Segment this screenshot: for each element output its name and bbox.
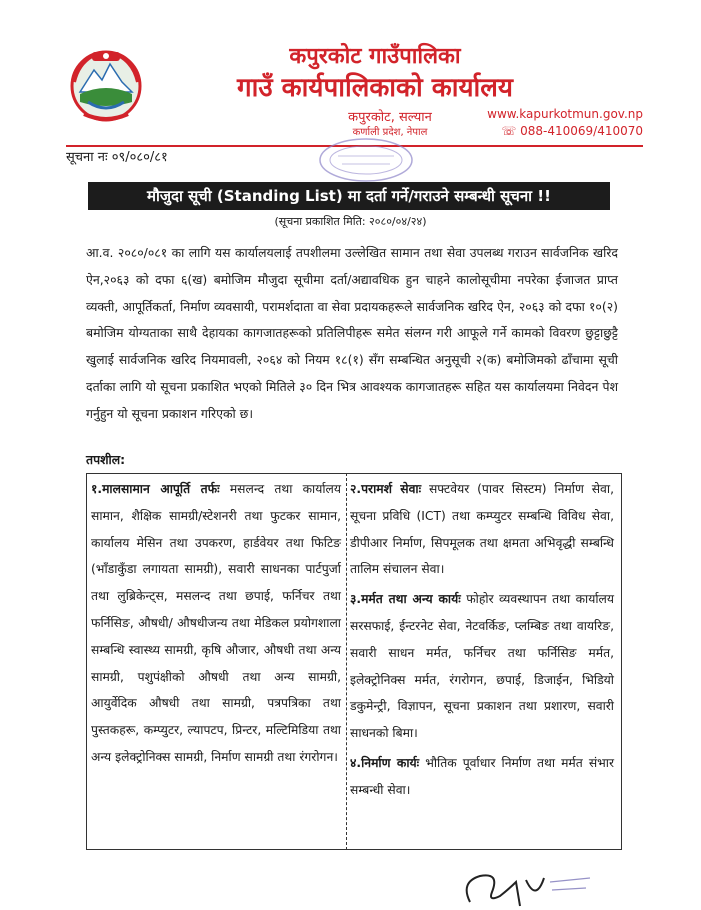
- notice-body: आ.व. २०८०/०८१ का लागि यस कार्यालयलाई तपशीलमा उल्लेखित सामान तथा सेवा उपलब्ध गराउन सार्वजनिक खरिद ऐन,२०६३ को दफा ६(ख) बमोजिम मौजुदा सूचीमा दर्ता/अद्यावधिक हुन चाहने कालोसूचीमा नपरेका ईजाजत प्राप्त व्यक्ती, आपूर्तिकर्ता, निर्माण व्यवसायी, परामर्शदाता वा सेवा प्रदायकहरूले सार्वजनिक खरिद ऐन, २०६३ को दफा १०(२) बमोजिम योग्यताका साथै देहायका कागजातहरूको प्रतिलिपीहरू समेत संलग्न गरी आफूले गर्ने कामको विवरण छुट्टाछुट्टै खुलाई सार्वजनिक खरिद नियमावली, २०६४ को नियम १८(१) सँग सम्बन्धित अनुसूची २(क) बमोजिमको ढाँचामा सूची दर्ताका लागि यो सूचना प्रकाशित भएको मितिले ३० दिन भित्र आवश्यक कागजातहरू सहित यस कार्यालयमा निवेदन पेश गर्नुहुन यो सूचना प्रकाशन गरिएको छ।: [86, 245, 618, 421]
- phone-number: ☏ 088-410069/410070: [501, 124, 643, 138]
- column-divider: [346, 473, 347, 850]
- category-text: मसलन्द तथा कार्यालय सामान, शैक्षिक सामग्री/स्टेशनरी तथा फुटकर सामान, कार्यालय मेसिन तथा उपकरण, हार्डवेयर तथा फिटिङ (भाँडाकुँडा लगायता सामग्री), सवारी साधनका पार्टपुर्जा तथा लुब्रिकेन्ट्स, मसलन्द तथा छपाई, फर्निचर तथा फर्निसिङ, औषधी/ औषधीजन्य तथा मेडिकल प्रयोगशाला सम्बन्धि स्वास्थ्य सामग्री, कृषि औजार, औषधी तथा अन्य सामग्री, पशुपंक्षीको औषधी तथा अन्य सामग्री, आयुर्वेदिक औषधी तथा सामग्री, पत्रपत्रिका तथा पुस्तकहरू, कम्प्युटर, ल्यापटप, प्रिन्टर, मल्टिमिडिया तथा अन्य इलेक्ट्रोनिक्स सामग्री, निर्माण सामग्री तथा रंगरोगन।: [91, 482, 341, 764]
- category-text: सफ्टवेयर (पावर सिस्टम) निर्माण सेवा, सूचना प्रविधि (ICT) तथा कम्प्युटर सम्बन्धि विविध सेवा, डीपीआर निर्माण, सिपमूलक तथा क्षमता अभिवृद्धी सम्बन्धि तालिम संचालन सेवा।: [350, 482, 614, 577]
- signature-icon: [440, 862, 600, 910]
- nepal-emblem-icon: [66, 44, 146, 124]
- address-line-1: कपुरकोट, सल्यान: [348, 110, 432, 125]
- category-item-construction: [350, 750, 614, 804]
- municipality-name: कपुरकोट गाउँपालिका: [289, 44, 461, 69]
- publication-date: (सूचना प्रकाशित मिति: २०८०/०४/२४): [274, 215, 427, 228]
- category-item-consulting: [350, 476, 614, 583]
- office-stamp-icon: [316, 136, 416, 184]
- category-item-repair: [350, 586, 614, 747]
- category-heading: १.मालसामान आपूर्ति तर्फः: [91, 482, 220, 496]
- website-link[interactable]: www.kapurkotmun.gov.np: [487, 107, 643, 121]
- category-text: फोहोर व्यवस्थापन तथा कार्यालय सरसफाई, ईन्टरनेट सेवा, नेटवर्किङ, प्लम्बिङ तथा वायरिङ, सवारी साधन मर्मत, फर्निचर तथा फर्निसिङ मर्मत, इलेक्ट्रोनिक्स मर्मत, रंगरोगन, छपाई, डिजाईन, भिडियो डकुमेन्ट्री, विज्ञापन, सूचना प्रकाशन तथा प्रशारण, सवारी साधनको बिमा।: [350, 592, 615, 741]
- details-label: तपशील:: [86, 452, 126, 467]
- categories-right-column: [350, 476, 614, 807]
- category-text: भौतिक पूर्वाधार निर्माण तथा मर्मत संभार सम्बन्धी सेवा।: [350, 755, 614, 797]
- notice-number: सूचना नः ०९/०८०/८१: [66, 150, 168, 165]
- notice-title: मौजुदा सूची (Standing List) मा दर्ता गर्ने/गराउने सम्बन्धी सूचना !!: [88, 182, 610, 210]
- category-heading: २.परामर्श सेवाः: [350, 482, 422, 496]
- category-heading: ४.निर्माण कार्यः: [350, 755, 420, 770]
- categories-left-column: [91, 476, 341, 774]
- office-name: गाउँ कार्यपालिकाको कार्यालय: [237, 73, 513, 103]
- category-item-goods: [91, 476, 341, 771]
- address-line-2: कर्णाली प्रदेश, नेपाल: [352, 127, 428, 138]
- category-heading: ३.मर्मत तथा अन्य कार्यः: [350, 592, 461, 607]
